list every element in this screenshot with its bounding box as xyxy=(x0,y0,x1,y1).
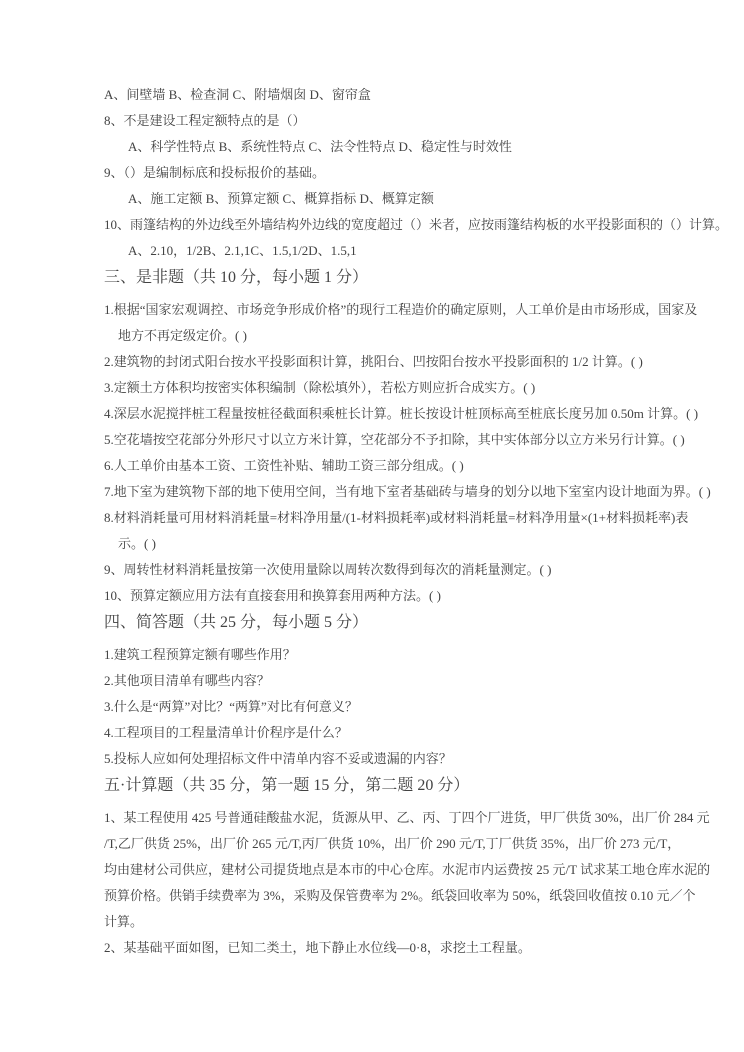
continuation-line: 示。( ) xyxy=(118,536,156,551)
question-line: 4.深层水泥搅拌桩工程量按桩径截面积乘桩长计算。桩长按设计桩顶标高至桩底长度另加 0.50m 计算。( ) xyxy=(104,406,699,421)
question-line: 3.什么是“两算”对比？“两算”对比有何意义？ xyxy=(104,699,358,714)
question-line: 10、雨篷结构的外边线至外墙结构外边线的宽度超过（）米者，应按雨篷结构板的水平投影面积的（）计算。 xyxy=(104,217,729,232)
question-line: 1、某工程使用 425 号普通硅酸盐水泥，货源从甲、乙、丙、丁四个厂进货，甲厂供货 30%，出厂价 284 元 xyxy=(104,810,710,825)
option-line: A、2.10，1/2B、2.1,1C、1.5,1/2D、1.5,1 xyxy=(128,243,357,258)
question-line: 6.人工单价由基本工资、工资性补贴、辅助工资三部分组成。( ) xyxy=(104,458,464,473)
continuation-line: 预算价格。供销手续费率为 3%，采购及保管费率为 2%。纸袋回收率为 50%，纸袋回收值按 0.10 元／个 xyxy=(104,888,696,903)
option-line: A、施工定额 B、预算定额 C、概算指标 D、概算定额 xyxy=(128,191,434,206)
question-line: 7.地下室为建筑物下部的地下使用空间，当有地下室者基础砖与墙身的划分以地下室室内设计地面为界。( ) xyxy=(104,484,711,499)
question-line: 2.建筑物的封闭式阳台按水平投影面积计算，挑阳台、凹按阳台按水平投影面积的 1/2 计算。( ) xyxy=(104,354,643,369)
question-line: 1.根据“国家宏观调控、市场竞争形成价格”的现行工程造价的确定原则，人工单价是由市场形成，国家及 xyxy=(104,302,698,317)
question-line: 9、（）是编制标底和投标报价的基础。 xyxy=(104,165,326,180)
question-line: 8.材料消耗量可用材料消耗量=材料净用量/(1-材料损耗率)或材料消耗量=材料净用量×(1+材料损耗率)表 xyxy=(104,510,689,525)
continuation-line: 均由建材公司供应，建材公司提货地点是本市的中心仓库。水泥市内运费按 25 元/T 试求某工地仓库水泥的 xyxy=(104,862,711,877)
section-heading-short-answer: 四、简答题（共 25 分，每小题 5 分） xyxy=(104,614,369,631)
continuation-line: /T,乙厂供货 25%，出厂价 265 元/T,丙厂供货 10%，出厂价 290 元/T,丁厂供货 35%，出厂价 273 元/T， xyxy=(104,836,681,851)
question-line: 5.投标人应如何处理招标文件中清单内容不妥或遗漏的内容？ xyxy=(104,751,452,766)
section-heading-true-false: 三、是非题（共 10 分，每小题 1 分） xyxy=(104,269,369,286)
question-line: 3.定额土方体积均按密实体积编制（除松填外），若松方则应折合成实方。( ) xyxy=(104,380,536,395)
question-line: 4.工程项目的工程量清单计价程序是什么？ xyxy=(104,725,348,740)
question-line: 1.建筑工程预算定额有哪些作用？ xyxy=(104,647,296,662)
continuation-line: 计算。 xyxy=(104,914,144,929)
question-line: 10、预算定额应用方法有直接套用和换算套用两种方法。( ) xyxy=(104,588,441,603)
option-line: A、间壁墙 B、检查洞 C、附墙烟囱 D、窗帘盒 xyxy=(104,87,371,102)
question-line: 9、周转性材料消耗量按第一次使用量除以周转次数得到每次的消耗量测定。( ) xyxy=(104,562,552,577)
option-line: A、科学性特点 B、系统性特点 C、法令性特点 D、稳定性与时效性 xyxy=(128,139,512,154)
question-line: 2.其他项目清单有哪些内容？ xyxy=(104,673,270,688)
continuation-line: 地方不再定级定价。( ) xyxy=(118,328,247,343)
section-heading-calculation: 五·计算题（共 35 分，第一题 15 分，第二题 20 分） xyxy=(104,777,470,794)
question-line: 5.空花墙按空花部分外形尺寸以立方米计算，空花部分不予扣除，其中实体部分以立方米另行计算。( ) xyxy=(104,432,685,447)
question-line: 8、不是建设工程定额特点的是（） xyxy=(104,113,306,128)
question-line: 2、某基础平面如图，已知二类土，地下静止水位线—0·8，求挖土工程量。 xyxy=(104,940,531,955)
